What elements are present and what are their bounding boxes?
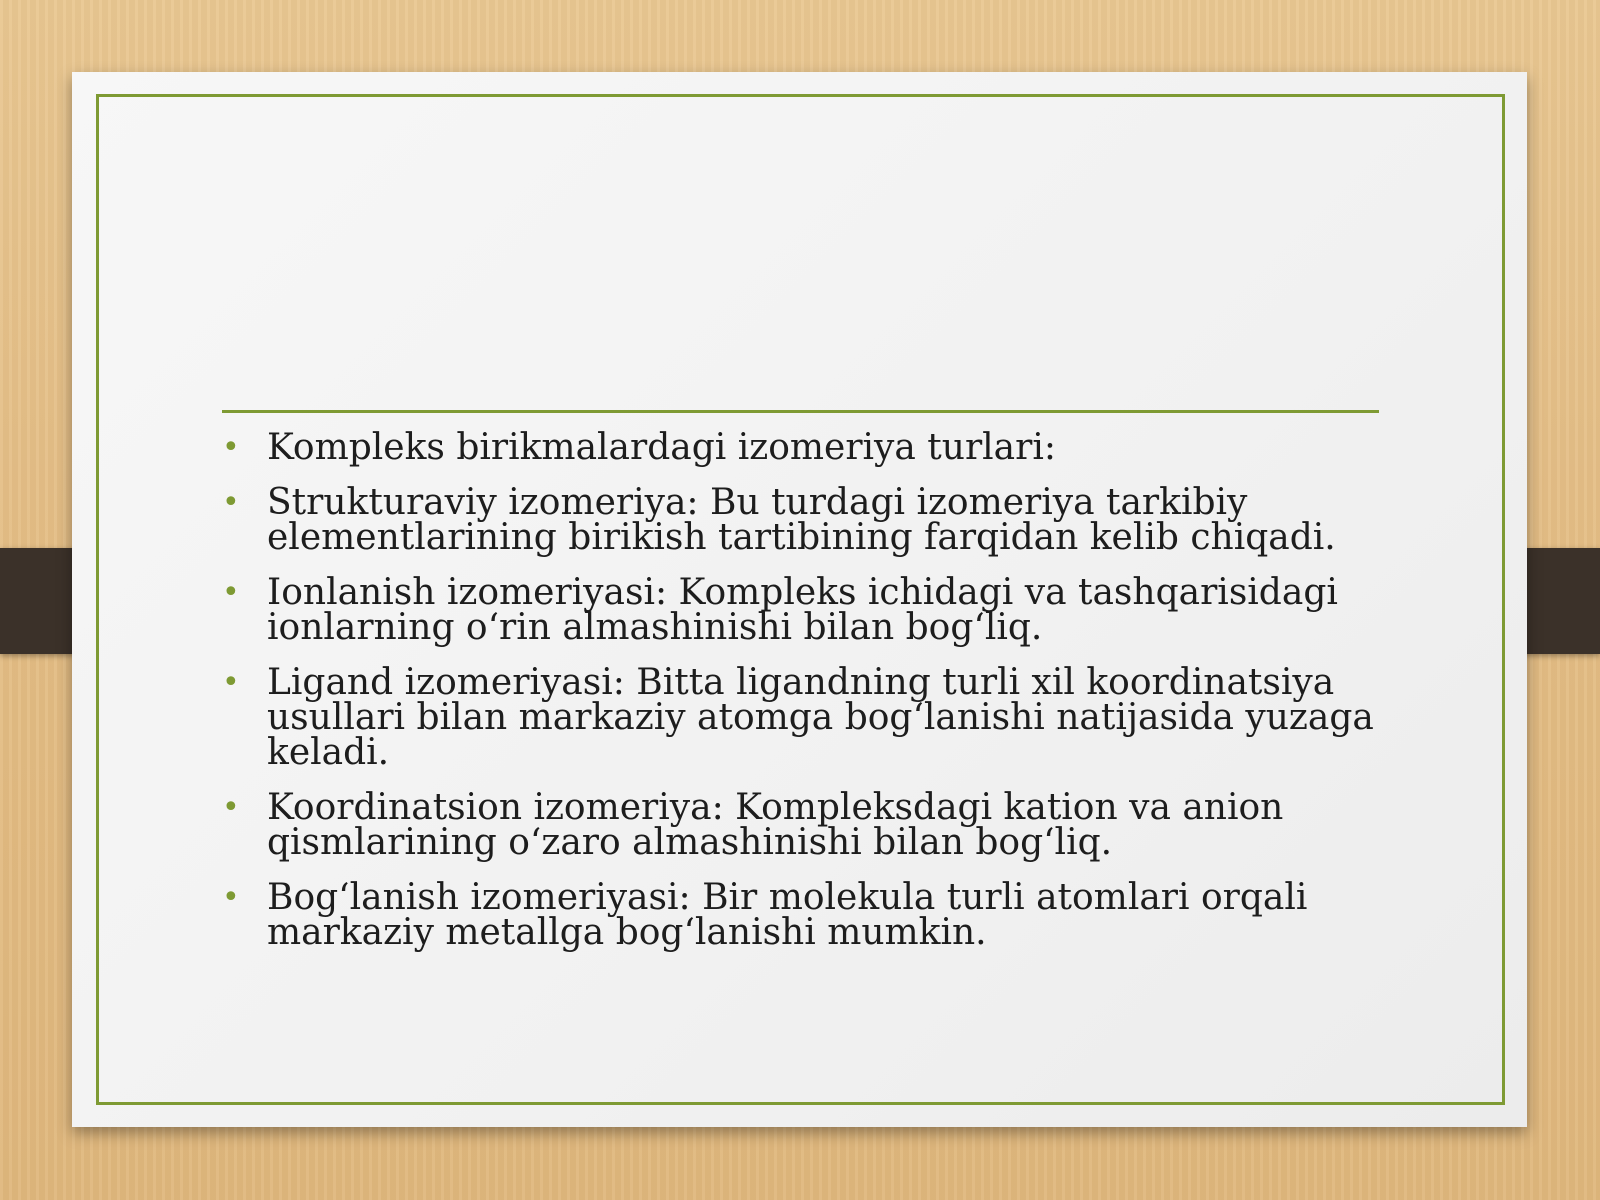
bullet-item xyxy=(217,787,1397,863)
bullet-icon: • xyxy=(222,485,240,520)
bullet-item xyxy=(217,877,1397,953)
bullet-icon: • xyxy=(222,575,240,610)
bullet-text: Kompleks birikmalardagi izomeriya turlari: xyxy=(267,427,1056,468)
bullet-icon: • xyxy=(222,430,240,465)
bullet-item xyxy=(217,662,1397,773)
bullet-icon: • xyxy=(222,665,240,700)
bullet-text: Strukturaviy izomeriya: Bu turdagi izomeriya tarkibiy elementlarining birikish tartibining farqidan kelib chiqadi. xyxy=(267,482,1336,558)
title-divider-line xyxy=(222,410,1379,413)
bullet-text: Bog‘lanish izomeriyasi: Bir molekula turli atomlari orqali markaziy metallga bog‘lanishi mumkin. xyxy=(267,877,1308,953)
bullet-list xyxy=(217,427,1397,970)
bullet-text: Koordinatsion izomeriya: Kompleksdagi kation va anion qismlarining o‘zaro almashinishi bilan bog‘liq. xyxy=(267,787,1284,863)
bullet-icon: • xyxy=(222,790,240,825)
slide-card xyxy=(72,72,1527,1127)
bullet-text: Ligand izomeriyasi: Bitta ligandning turli xil koordinatsiya usullari bilan markaziy atomga bog‘lanishi natijasida yuzaga keladi. xyxy=(267,662,1374,773)
bullet-item xyxy=(217,572,1397,648)
bullet-item xyxy=(217,427,1397,468)
bullet-icon: • xyxy=(222,880,240,915)
bullet-text: Ionlanish izomeriyasi: Kompleks ichidagi va tashqarisidagi ionlarning o‘rin almashinishi bilan bog‘liq. xyxy=(267,572,1338,648)
bullet-item xyxy=(217,482,1397,558)
